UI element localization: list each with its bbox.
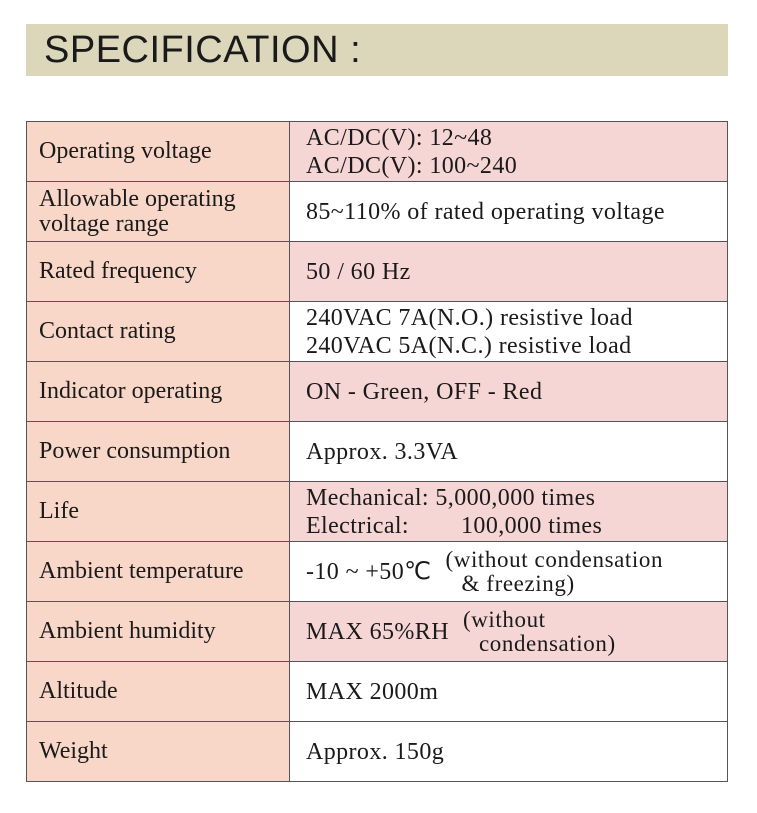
value-combo	[306, 548, 727, 596]
row-label-rated-frequency: Rated frequency	[27, 242, 290, 302]
row-label-weight: Weight	[27, 722, 290, 782]
value-line	[306, 512, 727, 540]
label-line: Allowable operating	[39, 185, 236, 212]
value-line: AC/DC(V): 12~48	[306, 124, 493, 151]
table-row	[27, 302, 728, 362]
table-row	[27, 362, 728, 422]
value-line: 240VAC 7A(N.O.) resistive load	[306, 304, 633, 331]
row-label-contact-rating: Contact rating	[27, 302, 290, 362]
table-row	[27, 542, 728, 602]
table-row	[27, 482, 728, 542]
electrical-label: Electrical:	[306, 512, 410, 539]
note-line: (without condensation	[445, 546, 664, 572]
row-label-life: Life	[27, 482, 290, 542]
row-value-life	[290, 482, 728, 542]
row-value-ambient-humidity	[290, 602, 728, 662]
title-bar	[26, 24, 728, 76]
row-value-ambient-temperature	[290, 542, 728, 602]
table-row	[27, 602, 728, 662]
electrical-value: 100,000 times	[461, 512, 603, 539]
row-label-ambient-humidity: Ambient humidity	[27, 602, 290, 662]
table-row	[27, 422, 728, 482]
value-note	[445, 548, 663, 596]
table-row	[27, 722, 728, 782]
table-row	[27, 662, 728, 722]
row-label-operating-voltage: Operating voltage	[27, 122, 290, 182]
row-value-operating-voltage	[290, 122, 728, 182]
value-main: -10 ~ +50℃	[306, 558, 432, 585]
value-line: 240VAC 5A(N.C.) resistive load	[306, 332, 632, 359]
row-value-power-consumption: Approx. 3.3VA	[290, 422, 728, 482]
row-label-altitude: Altitude	[27, 662, 290, 722]
row-value-rated-frequency: 50 / 60 Hz	[290, 242, 728, 302]
note-line: condensation)	[478, 630, 616, 656]
row-value-contact-rating	[290, 302, 728, 362]
row-value-indicator: ON - Green, OFF - Red	[290, 362, 728, 422]
row-label-ambient-temperature: Ambient temperature	[27, 542, 290, 602]
value-combo	[306, 608, 727, 656]
table-row	[27, 122, 728, 182]
row-value-weight: Approx. 150g	[290, 722, 728, 782]
spec-table	[26, 121, 728, 782]
value-main: MAX 65%RH	[306, 618, 449, 645]
row-label-allowable-voltage	[27, 182, 290, 242]
row-value-altitude: MAX 2000m	[290, 662, 728, 722]
value-note	[463, 608, 616, 656]
note-line: (without	[462, 606, 546, 632]
row-label-indicator: Indicator operating	[27, 362, 290, 422]
table-row	[27, 182, 728, 242]
row-value-allowable-voltage: 85~110% of rated operating voltage	[290, 182, 728, 242]
value-line: AC/DC(V): 100~240	[306, 152, 518, 179]
value-line: Mechanical: 5,000,000 times	[306, 484, 596, 511]
page-title: SPECIFICATION :	[44, 28, 362, 71]
note-line: & freezing)	[461, 570, 575, 596]
row-label-power-consumption: Power consumption	[27, 422, 290, 482]
table-row	[27, 242, 728, 302]
label-line: voltage range	[39, 210, 169, 237]
